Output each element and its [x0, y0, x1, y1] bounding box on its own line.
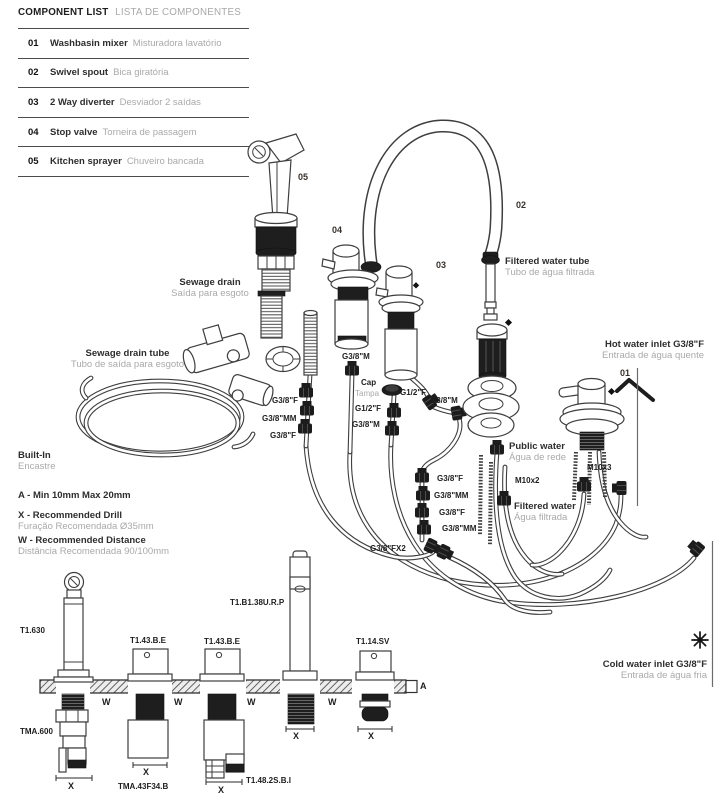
code-t1b138urp: T1.B1.38U.R.P	[230, 598, 285, 607]
fitting-label-m10x2: M10x2	[515, 476, 540, 485]
thickness-gauge	[406, 681, 417, 693]
code-tma600: TMA.600	[20, 727, 53, 736]
component-list-title	[18, 7, 249, 19]
sewage-drain-tube-drawing	[78, 378, 253, 455]
note-a: A - Min 10mm Max 20mm	[18, 490, 131, 501]
component-row-2	[18, 58, 249, 88]
dim-x-2: X	[143, 767, 150, 777]
component-number: 04	[28, 126, 39, 138]
dim-w-3: W	[247, 697, 256, 707]
component-name-pt: Desviador 2 saídas	[119, 96, 201, 108]
component-list	[18, 7, 249, 177]
label-filtered-water-tube: Filtered water tube Tubo de água filtrada	[505, 256, 595, 278]
dim-x-4: X	[293, 731, 300, 741]
install-spout-drawing	[283, 551, 317, 732]
component-name-en: 2 Way diverter	[50, 96, 115, 108]
callout-04: 04	[332, 225, 343, 235]
component-name-en: Stop valve	[50, 126, 98, 138]
dim-w-2: W	[174, 697, 183, 707]
component-name-pt: Torneira de passagem	[102, 126, 197, 138]
code-t1482sbi: T1.48.2S.B.I	[246, 776, 291, 785]
marker-dot	[413, 282, 419, 288]
fitting-label-g12f-b: G1/2"F	[355, 404, 382, 413]
mixer-handle	[617, 380, 653, 400]
component-name-en: Swivel spout	[50, 67, 109, 79]
dim-x-5: X	[368, 731, 375, 741]
component-name-pt: Bica giratória	[113, 67, 169, 79]
callout-03: 03	[436, 260, 447, 270]
fitting-label-cap-pt: Tampa	[355, 389, 380, 398]
fitting-label-rc2: G3/8"MM	[434, 491, 469, 500]
snowflake-icon	[692, 632, 708, 648]
code-t1630: T1.630	[20, 626, 45, 635]
dim-w-4: W	[328, 697, 337, 707]
component-name-pt: Chuveiro bancada	[126, 156, 204, 168]
component-row-1	[18, 28, 249, 58]
install-sprayer-drawing	[54, 573, 93, 782]
label-cold-water-inlet: Cold water inlet G3/8"F Entrada de água fria	[602, 659, 707, 681]
component-row-4	[18, 117, 249, 147]
callout-02: 02	[516, 200, 527, 210]
component-name-pt: Misturadora lavatório	[132, 37, 222, 49]
dim-x-3: X	[218, 785, 225, 795]
component-number: 02	[28, 67, 39, 79]
fitting-label-lc1: G3/8"F	[272, 396, 299, 405]
dim-a: A	[420, 681, 427, 691]
fitting-label-lc2: G3/8"MM	[262, 414, 297, 423]
label-built-in: Built-In Encastre	[18, 450, 56, 472]
sprayer-cartridge-drawing	[463, 302, 519, 437]
label-sewage-drain: Sewage drain Saída para esgoto	[171, 277, 249, 299]
install-valve1-drawing	[128, 649, 172, 768]
diverter-drawing	[376, 266, 423, 380]
fitting-label-g38m-a: G3/8"M	[430, 396, 458, 405]
component-list-title-en: COMPONENT LIST	[18, 7, 109, 18]
fitting-label-fx2: G3/8"FX2	[370, 544, 406, 553]
marker-dot	[608, 388, 615, 395]
note-x: X - Recommended Drill Furação Recomendada Ø35mm	[18, 510, 154, 532]
fitting-label-lc3: G3/8"F	[270, 431, 297, 440]
component-list-title-pt: LISTA DE COMPONENTES	[115, 7, 241, 18]
component-number: 01	[28, 37, 39, 49]
label-hot-water-inlet: Hot water inlet G3/8"F Entrada de água quente	[602, 339, 704, 361]
fitting-label-rc1: G3/8"F	[437, 474, 464, 483]
component-row-3	[18, 87, 249, 117]
swivel-spout-drawing	[361, 126, 500, 273]
marker-dot	[505, 319, 512, 326]
callout-01: 01	[620, 368, 631, 378]
filtered-water-tube-drawing	[486, 264, 495, 302]
component-row-5	[18, 146, 249, 176]
label-sewage-drain-tube: Sewage drain tube Tubo de saída para esgoto	[70, 348, 185, 370]
dim-x-1: X	[68, 781, 75, 791]
label-filtered-water: Filtered water Água filtrada	[514, 501, 576, 523]
callout-05: 05	[298, 172, 309, 182]
fitting-label-m10x3: M10x3	[587, 463, 612, 472]
dim-w-1: W	[102, 697, 111, 707]
component-number: 05	[28, 156, 39, 168]
code-t143be-1: T1.43.B.E	[130, 636, 167, 645]
kitchen-sprayer-drawing	[248, 134, 304, 291]
fitting-label-g38m-b: G3/8"M	[352, 420, 380, 429]
install-valve2-drawing	[200, 649, 244, 785]
label-public-water: Public water Água de rede	[509, 441, 567, 463]
fitting-label-rc3: G3/8"F	[439, 508, 466, 517]
fitting-label-rc4: G3/8"MM	[442, 524, 477, 533]
washbasin-mixer-drawing	[559, 379, 653, 451]
fitting-label-g12f-a: G1/2"F	[400, 388, 427, 397]
component-name-en: Kitchen sprayer	[50, 156, 122, 168]
code-tma43f34b: TMA.43F34.B	[118, 782, 169, 791]
fitting-label-cap-en: Cap	[361, 378, 377, 387]
code-t143be-2: T1.43.B.E	[204, 637, 241, 646]
code-t114sv: T1.14.SV	[356, 637, 390, 646]
note-w: W - Recommended Distance Distância Recomendada 90/100mm	[18, 535, 170, 557]
component-number: 03	[28, 96, 39, 108]
component-name-en: Washbasin mixer	[50, 37, 128, 49]
fitting-label-g38m-valve: G3/8"M	[342, 352, 370, 361]
